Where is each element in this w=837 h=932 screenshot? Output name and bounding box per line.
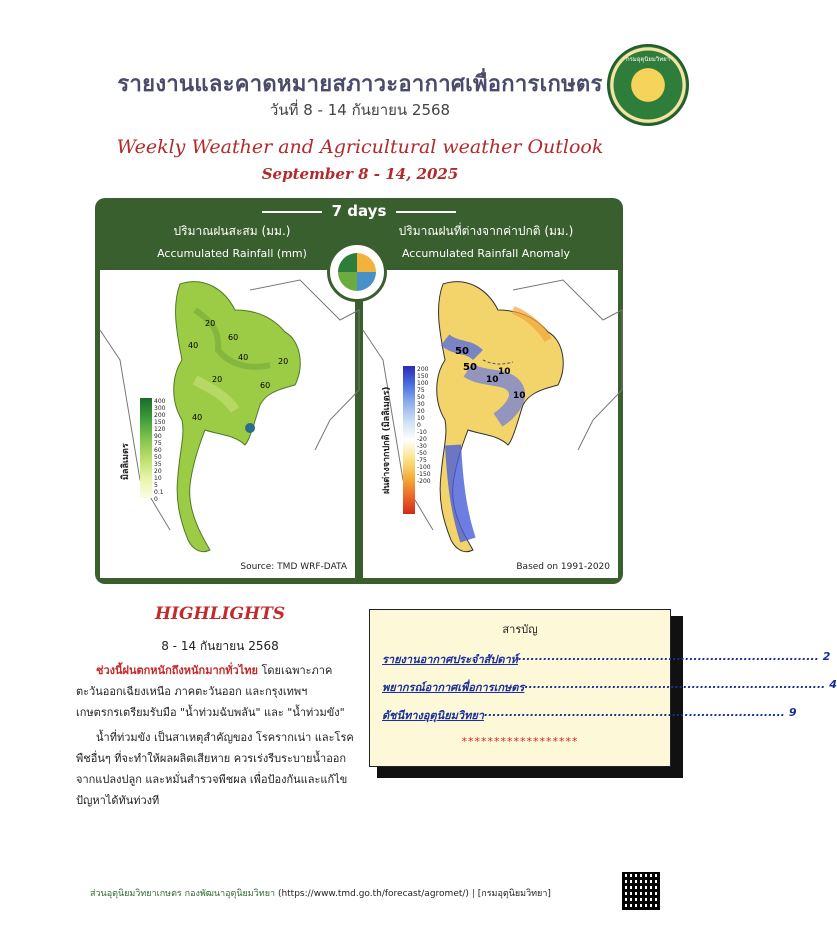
legend-tick-label: 75 <box>417 387 425 394</box>
rainfall-legend <box>140 398 166 503</box>
legend-tick-label: 50 <box>417 394 425 401</box>
legend-tick-label: 120 <box>154 426 166 433</box>
rainfall-legend-title: มิลลิเมตร <box>121 443 131 480</box>
footer-url-link[interactable]: (https://www.tmd.go.th/forecast/agromet/) <box>277 889 469 899</box>
days-label: 7 days <box>95 202 623 220</box>
tmd-seal-logo <box>607 44 689 126</box>
highlights-emphasis: ช่วงนี้ฝนตกหนักถึงหนักมากทั่วไทย <box>96 664 258 677</box>
legend-tick-label: 10 <box>417 415 425 422</box>
legend-tick-label: -30 <box>417 443 427 450</box>
legend-tick-label: 0 <box>417 422 421 429</box>
rainfall-legend-colorbar <box>140 398 152 498</box>
contour-label: 20 <box>205 319 216 328</box>
table-of-contents <box>369 609 837 767</box>
toc-leader-dots: ........................................................................ <box>483 706 785 719</box>
toc-item-label: รายงานอากาศประจำสัปดาห์ <box>382 653 518 666</box>
toc-leader-dots: ........................................................................ <box>517 650 819 663</box>
legend-tick-label: 5 <box>154 482 158 489</box>
legend-tick-label: 0 <box>154 496 158 503</box>
toc-item-agri-forecast[interactable] <box>382 678 837 696</box>
legend-tick-label: 300 <box>154 405 166 412</box>
legend-tick-label: -75 <box>417 457 427 464</box>
thailand-rainfall-map-graphic <box>100 270 359 582</box>
accumulated-rainfall-map <box>98 268 357 580</box>
rainfall-anomaly-map <box>361 268 620 580</box>
highlights-heading: HIGHLIGHTS <box>154 604 285 624</box>
left-map-title-en: Accumulated Rainfall (mm) <box>157 247 307 260</box>
contour-label: 10 <box>498 367 511 377</box>
legend-tick-label: 400 <box>154 398 166 405</box>
contour-label: 40 <box>192 413 203 422</box>
contour-label: 60 <box>260 381 271 390</box>
toc-item-label: พยากรณ์อากาศเพื่อการเกษตร <box>382 681 525 694</box>
legend-tick-label: 75 <box>154 440 162 447</box>
highlights-date: 8 - 14 กันยายน 2568 <box>161 639 279 653</box>
report-date-en: September 8 - 14, 2025 <box>261 165 459 183</box>
legend-tick-label: 0.1 <box>154 489 164 496</box>
agromet-logo <box>327 242 387 302</box>
footer <box>90 886 551 900</box>
anomaly-legend-title: ฝนต่างจากปกติ (มิลลิเมตร) <box>382 386 392 494</box>
contour-label: 20 <box>278 357 289 366</box>
highlights-paragraph-1 <box>76 660 354 723</box>
contour-label: 40 <box>238 353 249 362</box>
highlights-body <box>76 660 354 815</box>
contour-label: 50 <box>455 346 469 357</box>
legend-tick-label: 150 <box>417 373 429 380</box>
contour-label: 10 <box>513 391 526 401</box>
seal-text: กรมอุตุนิยมวิทยา <box>625 56 671 63</box>
legend-tick-label: 30 <box>417 401 425 408</box>
right-map-title-en: Accumulated Rainfall Anomaly <box>401 247 571 260</box>
contour-label: 60 <box>228 333 239 342</box>
toc-item-page: 2 <box>822 650 831 663</box>
legend-tick-label: 90 <box>154 433 162 440</box>
report-date-th: วันที่ 8 - 14 กันยายน 2568 <box>269 101 451 119</box>
toc-leader-dots: ........................................................................ <box>524 678 826 691</box>
legend-tick-label: -20 <box>417 436 427 443</box>
legend-tick-label: 100 <box>417 380 429 387</box>
right-map-header <box>361 222 611 260</box>
legend-tick-label: 35 <box>154 461 162 468</box>
toc-title: สารบัญ <box>502 623 538 636</box>
left-map-header <box>107 222 357 260</box>
toc-item-page: 4 <box>829 678 837 691</box>
rainfall-maps-panel <box>95 198 623 584</box>
legend-tick-label: -150 <box>417 471 431 478</box>
legend-tick-label: 10 <box>154 475 162 482</box>
legend-tick-label: 200 <box>417 366 429 373</box>
contour-label: 10 <box>486 375 499 385</box>
legend-tick-label: -10 <box>417 429 427 436</box>
rainfall-legend-ticks <box>154 398 165 503</box>
footer-dept: [กรมอุตุนิยมวิทยา] <box>477 889 551 899</box>
toc-item-page: 9 <box>788 706 797 719</box>
anomaly-legend <box>403 366 431 514</box>
legend-tick-label: 20 <box>417 408 425 415</box>
toc-item-met-indices[interactable] <box>382 706 797 724</box>
contour-label: 20 <box>212 375 223 384</box>
thailand-anomaly-map-graphic <box>363 270 622 582</box>
right-map-title-th: ปริมาณฝนที่ต่างจากค่าปกติ (มม.) <box>398 224 574 238</box>
highlights-paragraph-1-text: โดยเฉพาะภาคตะวันออกเฉียงเหนือ ภาคตะวันออก และกรุงเทพฯ เกษตรกรเตรียมรับมือ "น้ำท่วมฉับพลัน" และ "น้ำท่วมขัง" <box>76 664 345 719</box>
legend-tick-label: -200 <box>417 478 431 485</box>
anomaly-legend-colorbar <box>403 366 415 514</box>
agromet-logo-emblem <box>338 253 376 291</box>
toc-stars-divider: ****************** <box>461 735 579 748</box>
report-title-en: Weekly Weather and Agricultural weather Outlook <box>116 136 604 158</box>
toc-item-label: ดัชนีทางอุตุนิยมวิทยา <box>382 709 484 722</box>
toc-item-weekly-report[interactable] <box>382 650 831 668</box>
legend-tick-label: 20 <box>154 468 162 475</box>
footer-org: ส่วนอุตุนิยมวิทยาเกษตร กองพัฒนาอุตุนิยมวิทยา <box>90 889 276 899</box>
footer-separator: | <box>471 889 475 899</box>
report-title-th: รายงานและคาดหมายสภาวะอากาศเพื่อการเกษตร <box>117 72 603 97</box>
highlights-paragraph-2: น้ำที่ท่วมขัง เป็นสาเหตุสำคัญของ โรครากเน่า และโรคพืชอื่นๆ ที่จะทำให้ผลผลิตเสียหาย ควรเร่งรีบระบายน้ำออกจากแปลงปลูก และหมั่นสำรวจพืชผล เพื่อป้องกันและแก้ไขปัญหาได้ทันท่วงที <box>76 731 354 807</box>
legend-tick-label: 60 <box>154 447 162 454</box>
left-map-source: Source: TMD WRF-DATA <box>240 562 347 572</box>
contour-label: 50 <box>463 362 477 373</box>
contour-label: 40 <box>188 341 199 350</box>
legend-tick-label: -100 <box>417 464 431 471</box>
anomaly-legend-ticks <box>417 366 431 485</box>
legend-tick-label: 50 <box>154 454 162 461</box>
qr-code[interactable] <box>622 872 660 910</box>
left-map-title-th: ปริมาณฝนสะสม (มม.) <box>173 224 291 238</box>
right-map-source: Based on 1991-2020 <box>516 562 610 572</box>
legend-tick-label: -50 <box>417 450 427 457</box>
legend-tick-label: 200 <box>154 412 166 419</box>
legend-tick-label: 150 <box>154 419 166 426</box>
